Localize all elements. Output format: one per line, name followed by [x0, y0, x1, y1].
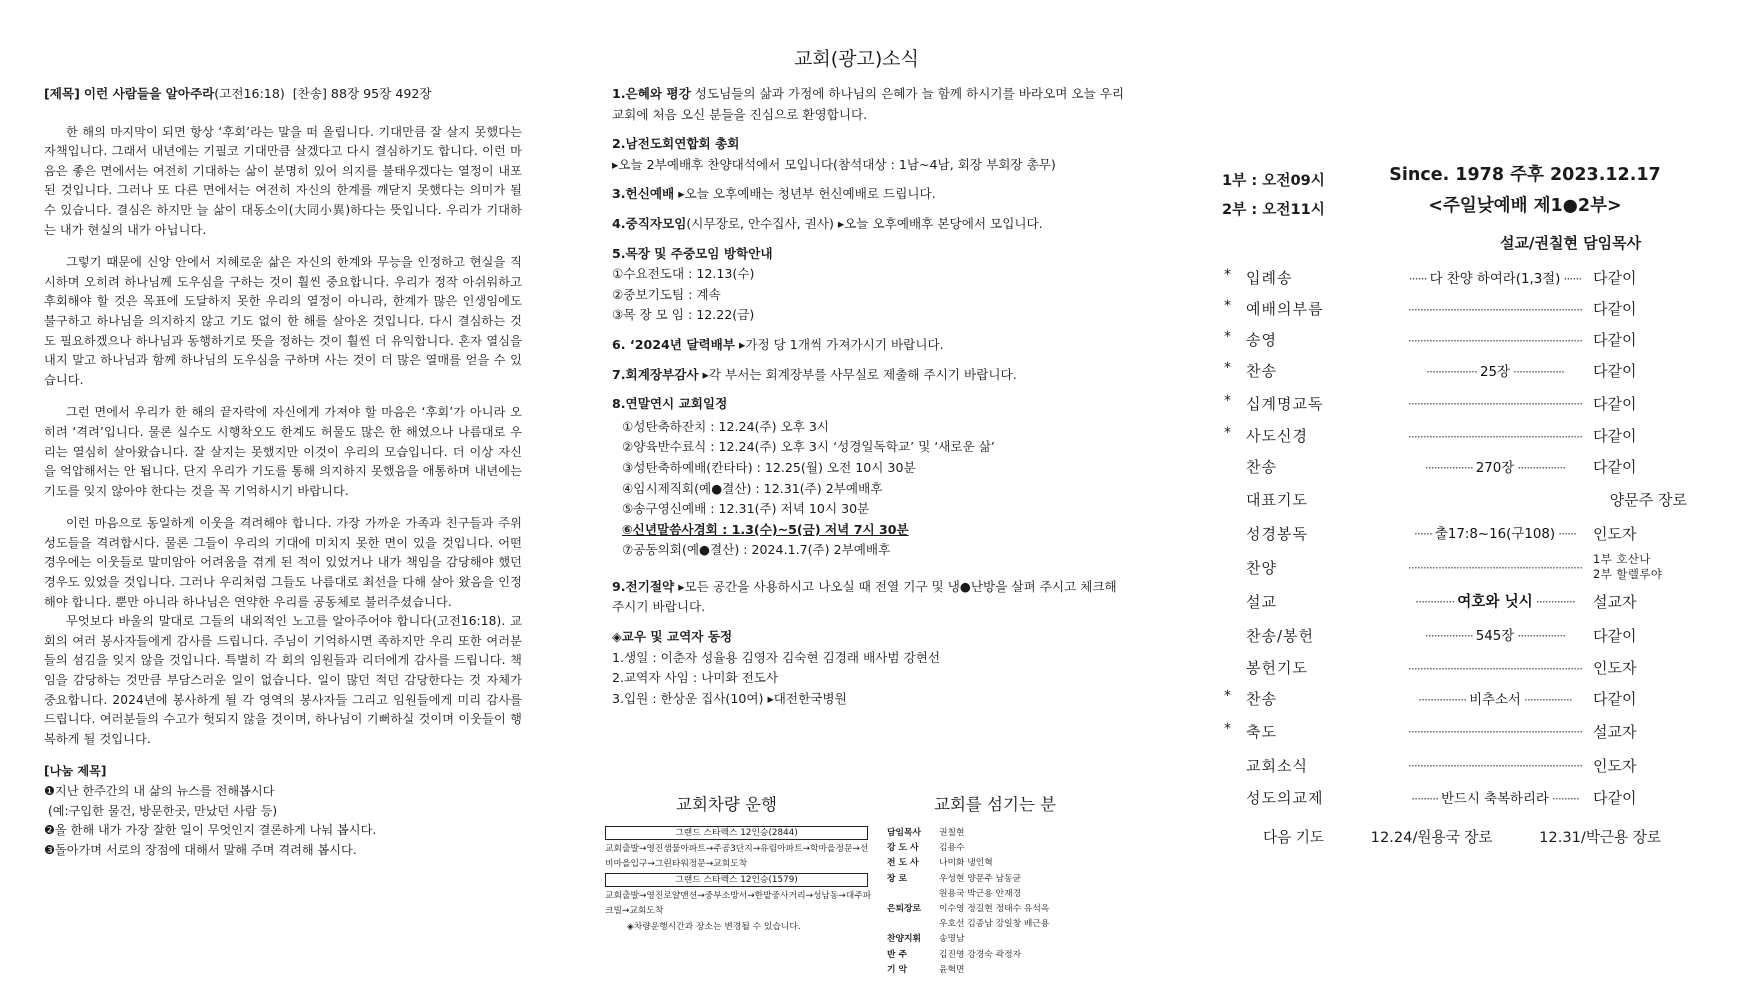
- news-item-line: ⑥신년말씀사경회 : 1.3(수)~5(금) 저녁 7시 30분: [622, 521, 909, 537]
- news-item-text: (시무장로, 안수집사, 권사) ▸오늘 오후예배후 본당에서 모입니다.: [686, 215, 1043, 231]
- news-item-line: ②양육반수료식 : 12.24(주) 오후 3시 ‘성경일독학교’ 및 ‘새로운 삶’: [622, 439, 995, 455]
- sermon-reference: (고전16:18): [214, 86, 285, 101]
- servant-row: [887, 932, 1077, 947]
- worship-order: [1222, 263, 1692, 814]
- servant-names: 우호선 김종남 강일창 배근용: [939, 919, 1050, 930]
- servants-title: 교회를 섬기는 분: [934, 795, 1057, 814]
- order-item-person: 인도자: [1593, 659, 1637, 677]
- order-item-name: 축도: [1246, 723, 1277, 741]
- news-item-text: ▸가정 당 1개씩 가져가시기 바랍니다.: [734, 336, 944, 352]
- order-item-leader-dots: ················ 비추소서 ················: [1418, 692, 1572, 708]
- order-row: [1222, 551, 1692, 585]
- standing-mark: *: [1224, 688, 1231, 704]
- order-item-content: 여호와 닛시: [1457, 593, 1533, 610]
- order-item-person: 다같이: [1593, 269, 1637, 287]
- order-item-person: 양문주 장로: [1609, 491, 1687, 509]
- order-item-person: 다같이: [1593, 427, 1637, 445]
- order-item-name: 찬송: [1246, 362, 1277, 380]
- share-question: ❷올 한해 내가 가장 잘한 일이 무엇인지 결론하게 나눠 봅시다.: [44, 823, 377, 838]
- news-item-line: ①수요전도대 : 12.13(수): [612, 266, 755, 282]
- order-item-content: 출17:8~16(구108): [1434, 527, 1556, 542]
- standing-mark: *: [1224, 329, 1231, 345]
- news-item: [612, 84, 1132, 125]
- news-item-line: ①성탄축하잔치 : 12.24(주) 오후 3시: [622, 418, 830, 434]
- news-item: [612, 365, 1132, 386]
- servant-row: [887, 917, 1077, 932]
- servant-names: 김용수: [939, 843, 965, 854]
- news-section: [612, 84, 1132, 718]
- servant-role: 전 도 사: [887, 858, 919, 869]
- order-item-person: [1593, 552, 1687, 582]
- worship-date: Since. 1978 주후 2023.12.17: [1389, 165, 1661, 185]
- sermon-section: [44, 84, 522, 860]
- order-item-name: 입례송: [1246, 269, 1293, 287]
- sermon-paragraph: 그런 면에서 우리가 한 해의 끝자락에 자신에게 가져야 할 마음은 ‘후회’가 아니라 오히려 ‘격려’입니다. 물론 실수도 시행착오도 한계도 허물도 많은 한 해였으나 나름대로 우리는 열심히 살아왔습니다. 잘 살지는 못했지만 이것이 우리의 모습입니다. 더 이상 자신을 억압해서는 안 됩니다. 단지 우리가 기도를 통해 의지하지 못했음을 애통하며 내년에는 기도를 잊지 않아야 한다는 것을 꼭 기억하시기 바랍니다.: [44, 405, 522, 498]
- servant-role: [887, 887, 939, 902]
- news-item-text: ▸오늘 오후예배는 청년부 헌신예배로 드립니다.: [674, 186, 936, 202]
- sermon-title: 이런 사람들을 알아주라: [83, 86, 215, 101]
- route-name: 그랜드 스타렉스 12인승(1579): [605, 873, 868, 887]
- news-item-head: 6. ‘2024년 달력배부: [612, 336, 735, 352]
- order-item-person: 다같이: [1593, 331, 1637, 349]
- order-row: [1222, 517, 1692, 551]
- sermon-hymns: [찬송] 88장 95장 492장: [292, 86, 432, 101]
- servant-names: 윤혁면: [939, 964, 965, 975]
- worship-times: [1222, 166, 1325, 224]
- news-item: [612, 335, 1132, 356]
- news-item-head: 3.헌신예배: [612, 186, 675, 202]
- servant-row: [887, 887, 1077, 902]
- order-item-name: 십계명교독: [1246, 395, 1324, 413]
- order-item-name: 찬양: [1246, 559, 1277, 577]
- order-item-name: 설교: [1246, 593, 1277, 611]
- sermon-paragraph: 한 해의 마지막이 되면 항상 ‘후회’라는 말을 떠 올립니다. 기대만큼 잘 살지 못했다는 자책입니다. 그래서 내년에는 기필코 기대만큼 살겠다고 다시 결심하기도 합니다. 이런 마음은 좋은 면에서는 여전히 기대하는 삶이 분명히 있어 의지를 불태우겠다는 열정이 내포된 것입니다. 그러나 또 다른 면에서는 여전히 자신의 한계를 깨닫지 못했다는 의미가 될 수 있습니다. 결심은 하지만 늘 삶이 대동소이(大同小異)하다는 뜻입니다. 우리가 기대하는 내가 현실의 내가 아닙니다.: [44, 124, 522, 237]
- staff-news-line: 1.생일 : 이춘자 성율용 김영자 김숙현 김경래 배사범 강현선: [612, 649, 941, 665]
- news-item-head: 9.전기절약: [612, 578, 675, 594]
- standing-mark: *: [1224, 360, 1231, 376]
- order-item-name: 성경봉독: [1246, 525, 1308, 543]
- order-item-name: 교회소식: [1246, 757, 1308, 775]
- order-item-name: 찬송/봉헌: [1246, 627, 1315, 645]
- order-item-leader-dots: ··························································: [1407, 661, 1583, 676]
- servant-names: 원용국 박근용 안재경: [939, 888, 1022, 899]
- order-row: [1222, 421, 1692, 452]
- next-prayer-label: 다음 기도: [1263, 829, 1325, 846]
- servant-role: 은퇴장로: [887, 904, 921, 915]
- order-row: [1222, 387, 1692, 421]
- servant-names: 이수영 정길현 정태수 유석옥: [939, 904, 1050, 915]
- news-item-line: ④임시제직회(예●결산) : 12.31(주) 2부예배후: [622, 480, 883, 496]
- news-item-line: ⑦공동의회(예●결산) : 2024.1.7(주) 2부예배후: [622, 542, 891, 558]
- servant-row: [887, 872, 1077, 887]
- servant-names: 우성현 양문주 남동균: [939, 873, 1022, 884]
- order-item-leader-dots: ··························································: [1407, 724, 1583, 739]
- order-item-person: 다같이: [1593, 789, 1637, 807]
- servant-row: [887, 841, 1077, 856]
- order-item-name: 봉헌기도: [1246, 659, 1308, 677]
- order-item-person-line: 2부 할렐루야: [1593, 567, 1663, 581]
- servant-names: 권칠현: [939, 828, 965, 838]
- servant-row: [887, 902, 1077, 917]
- order-item-leader-dots: ················· 25장 ·················: [1425, 364, 1565, 380]
- vehicle-section: [605, 826, 875, 935]
- news-item: [612, 394, 1132, 561]
- staff-news-line: 2.교역자 사임 : 나미화 전도사: [612, 670, 779, 686]
- worship-service-title: <주일낮예배 제1●2부>: [1428, 196, 1622, 216]
- servant-role: 반 주: [887, 949, 908, 960]
- sermon-title-label: [제목]: [44, 86, 80, 101]
- order-row: [1222, 294, 1692, 325]
- standing-mark: *: [1224, 425, 1231, 441]
- news-item-head: 2.남전도회연합회 총회: [612, 136, 740, 152]
- order-item-person: 다같이: [1593, 690, 1637, 708]
- servant-role: 강 도 사: [887, 843, 919, 854]
- news-item-head: 1.은혜와 평강: [612, 86, 691, 101]
- sermon-paragraph: 이런 마음으로 동일하게 이웃을 격려해야 합니다. 가장 가까운 가족과 친구들과 주위 성도들을 격려합시다. 물론 그들이 우리의 기대에 미치지 못한 면이 있을 것입니다. 어떤 경우에는 이웃들로 말미암아 어려움을 겪게 된 적이 있었거나 내가 책임을 감당해야 했던 경우도 있었을 것입니다. 그러나 우리처럼 그들도 나름대로 최선을 다해 살아 왔음을 인정해야 합니다. 뿐만 아니라 하나님은 연약한 우리를 공동체로 불러주셨습니다.: [44, 516, 522, 609]
- share-question: (예:구입한 물건, 방문한곳, 만났던 사람 등): [48, 803, 278, 818]
- order-item-leader-dots: ············· 여호와 닛시 ·············: [1415, 593, 1575, 610]
- news-item: [612, 577, 1132, 618]
- order-row: [1222, 715, 1692, 749]
- news-item-line: ③성탄축하예배(칸타타) : 12.25(월) 오전 10시 30분: [622, 459, 916, 475]
- order-item-leader-dots: ··························································: [1407, 396, 1583, 411]
- servant-row: [887, 856, 1077, 871]
- vehicle-title: 교회차량 운행: [676, 795, 777, 814]
- order-row: [1222, 653, 1692, 684]
- news-item-line: ②중보기도팀 : 계속: [612, 286, 721, 302]
- news-item: [612, 184, 1132, 205]
- order-row: [1222, 585, 1692, 619]
- news-title: 교회(광고)소식: [794, 48, 919, 70]
- order-item-content: 비추소서: [1469, 693, 1521, 708]
- route-path: 교회출발→영진샘물아파트→주공3단지→유림아파트→학마을정문→선비마을입구→그린타워정문→교회도착: [605, 844, 869, 869]
- order-item-name: 대표기도: [1246, 491, 1308, 509]
- servant-row: [887, 948, 1077, 963]
- order-item-leader-dots: ··························································: [1407, 333, 1583, 348]
- order-row: [1222, 483, 1692, 517]
- servant-row: [887, 963, 1077, 978]
- order-item-person: 다같이: [1593, 458, 1637, 476]
- news-item-text: ▸각 부서는 회계장부를 사무실로 제출해 주시기 바랍니다.: [698, 366, 1017, 382]
- news-item-text: ▸모든 공간을 사용하시고 나오실 때 전열 기구 및 냉●난방을 살펴 주시고 체크해 주시기 바랍니다.: [612, 578, 1117, 615]
- servant-role: 기 악: [887, 964, 908, 975]
- staff-news: [612, 627, 1132, 709]
- order-row: [1222, 452, 1692, 483]
- news-item: [612, 244, 1132, 326]
- next-prayer-item: 12.24/원용국 장로: [1370, 829, 1493, 846]
- standing-mark: *: [1224, 393, 1231, 409]
- worship-time: 1부 : 오전09시: [1222, 172, 1325, 189]
- order-item-person: 인도자: [1593, 757, 1637, 775]
- share-question: ❶지난 한주간의 내 삶의 뉴스를 전해봅시다: [44, 784, 275, 798]
- standing-mark: *: [1224, 721, 1231, 737]
- servant-names: 송명남: [939, 934, 965, 945]
- preacher: 설교/권칠현 담임목사: [1500, 234, 1642, 252]
- order-row: [1222, 263, 1692, 294]
- order-row: [1222, 684, 1692, 715]
- share-title: [나눔 제목]: [44, 764, 107, 779]
- order-row: [1222, 325, 1692, 356]
- order-item-content: 25장: [1480, 365, 1510, 380]
- servant-role: 장 로: [887, 873, 908, 884]
- standing-mark: *: [1224, 267, 1231, 283]
- order-item-content: 반드시 축복하리라: [1441, 792, 1549, 807]
- order-item-person: 다같이: [1593, 362, 1637, 380]
- order-item-content: 다 찬양 하여라(1,3절): [1429, 272, 1561, 287]
- news-item-head: 7.회계장부감사: [612, 366, 699, 382]
- order-item-name: 성도의교제: [1246, 789, 1324, 807]
- news-item-text: 성도님들의 삶과 가정에 하나님의 은혜가 늘 함께 하시기를 바라오며 오늘 우리교회에 처음 오신 분들을 진심으로 환영합니다.: [612, 86, 1125, 122]
- news-item-head: 8.연말연시 교회일정: [612, 396, 728, 412]
- sermon-paragraph: 무엇보다 바울의 말대로 그들의 내외적인 노고를 알아주어야 합니다(고전16:18). 교회의 여러 봉사자들에게 감사를 드립니다. 주님이 기억하시면 족하지만 우리 또한 여러분들의 섬김을 잊지 않을 것입니다. 특별히 각 회의 임원들과 리더에게 감사를 드립니다. 책임을 감당하는 것만큼 부담스러운 일이 없습니다. 일이 많던 적던 감당한다는 것 자체가 중요합니다. 2024년에 봉사하게 될 각 영역의 봉사자들 그리고 임원들에게 미리 감사를 드립니다. 여러분들의 수고가 헛되지 않을 것이며, 하나님이 기뻐하실 것이며 이웃들이 행복하게 될 것입니다.: [44, 614, 522, 746]
- order-item-person: 설교자: [1593, 593, 1637, 611]
- order-item-person: 다같이: [1593, 627, 1637, 645]
- order-item-name: 송영: [1246, 331, 1277, 349]
- order-item-person-line: 1부 호산나: [1593, 552, 1651, 566]
- order-row: [1222, 619, 1692, 653]
- sermon-header: [44, 84, 522, 104]
- order-item-content: 270장: [1475, 461, 1515, 476]
- servant-names: 김진영 강경숙 곽정자: [939, 949, 1022, 960]
- order-item-leader-dots: ················ 545장 ················: [1424, 628, 1566, 644]
- servants-section: [887, 826, 1077, 978]
- next-prayer-item: 12.31/박근용 장로: [1539, 829, 1661, 846]
- order-item-person: 다같이: [1593, 300, 1637, 318]
- order-item-name: 예배의부름: [1246, 300, 1324, 318]
- order-item-person: 인도자: [1593, 525, 1637, 543]
- order-row: [1222, 749, 1692, 783]
- staff-news-line: 3.입원 : 한상운 집사(10여) ▸대전한국병원: [612, 690, 847, 706]
- order-item-leader-dots: ··························································: [1407, 758, 1583, 773]
- order-item-name: 찬송: [1246, 690, 1277, 708]
- news-item-text: ▸오늘 2부예배후 찬양대석에서 모입니다(참석대상 : 1남~4남, 회장 부회장 총무): [612, 156, 1056, 172]
- servant-role: 찬양지휘: [887, 934, 921, 945]
- news-item: [612, 214, 1132, 235]
- order-item-name: 찬송: [1246, 458, 1277, 476]
- order-item-leader-dots: ······ 출17:8~16(구108) ······: [1413, 526, 1577, 542]
- worship-time: 2부 : 오전11시: [1222, 201, 1325, 218]
- staff-news-head: ◈교우 및 교역자 동정: [612, 629, 733, 645]
- order-item-person: 다같이: [1593, 395, 1637, 413]
- servant-row: [887, 826, 1077, 841]
- servant-names: 나미화 냉인혁: [939, 858, 993, 869]
- share-question: ❸돌아가며 서로의 장점에 대해서 말해 주며 격려해 봅시다.: [44, 842, 357, 857]
- order-item-leader-dots: ··························································: [1407, 560, 1583, 575]
- order-item-leader-dots: ······ 다 찬양 하여라(1,3절) ······: [1408, 271, 1582, 287]
- servant-role: 담임목사: [887, 828, 921, 838]
- order-item-leader-dots: ········· 반드시 축복하리라 ·········: [1411, 791, 1579, 807]
- sermon-paragraph: 그렇기 때문에 신앙 안에서 지혜로운 삶은 자신의 한계와 무능을 인정하고 현실을 직시하며 오히려 하나님께 도우심을 구하는 것이 훨씬 중요합니다. 우리가 정작 아쉬워하고 후회해야 할 것은 목표에 도달하지 못한 우리의 열정이 아니라, 한계가 많은 인생임에도 불구하고 하나님을 의지하지 않고 기도 없이 한 해를 살아온 것입니다. 다시 결심하는 것도 필요하겠으나 하나님과 동행하기로 뜻을 정하는 것이 훨씬 더 유익합니다. 혼자 열심을 내지 말고 하나님과 함께 하나님의 도우심을 구하며 사는 것이 더 많은 열매를 얻을 수 있습니다.: [44, 255, 522, 387]
- vehicle-note: ◈차량운행시간과 장소는 변경될 수 있습니다.: [627, 922, 801, 932]
- servant-role: [887, 917, 939, 932]
- order-row: [1222, 783, 1692, 814]
- news-item-head: 5.목장 및 주중모임 방학안내: [612, 245, 773, 261]
- news-item-line: ⑤송구영신예배 : 12.31(주) 저녁 10시 30분: [622, 501, 870, 517]
- order-item-leader-dots: ··························································: [1407, 302, 1583, 317]
- news-item: [612, 134, 1132, 175]
- order-item-name: 사도신경: [1246, 427, 1308, 445]
- news-item-head: 4.중직자모임: [612, 215, 687, 231]
- order-item-leader-dots: ··························································: [1407, 429, 1583, 444]
- worship-header: [1375, 160, 1675, 222]
- order-row: [1222, 356, 1692, 387]
- route-path: 교회출발→영진로얄맨션→중부소방서→한밭중사거리→성남동→대주파크빌→교회도착: [605, 891, 872, 916]
- route-name: 그랜드 스타렉스 12인승(2844): [605, 826, 868, 840]
- order-item-person: 설교자: [1593, 723, 1637, 741]
- next-prayer: [1263, 826, 1661, 847]
- order-item-content: 545장: [1475, 629, 1515, 644]
- order-item-leader-dots: ················ 270장 ················: [1424, 460, 1566, 476]
- standing-mark: *: [1224, 298, 1231, 314]
- news-item-line: ③목 장 모 임 : 12.22(금): [612, 307, 755, 323]
